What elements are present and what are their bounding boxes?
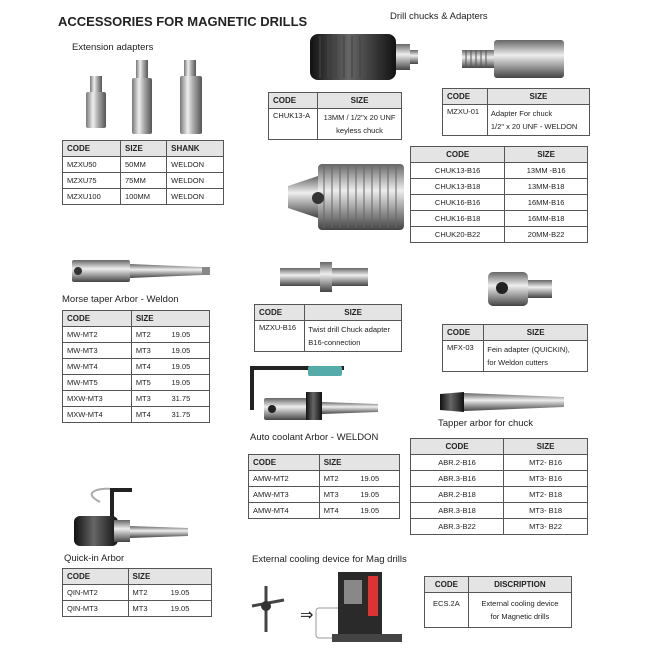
cell-shank: WELDON (167, 189, 224, 205)
quick-in-table (62, 568, 212, 617)
cell-diameter: 19.05 (167, 601, 212, 617)
description-line-2: for Magnetic drills (490, 612, 550, 621)
cell-size: 13MM -B16 (505, 163, 588, 179)
cell-size: 16MM-B18 (505, 211, 588, 227)
cell-code: MZXU-01 (443, 105, 488, 136)
chuck-adapter-image (462, 36, 568, 82)
auto-coolant-table (248, 454, 400, 519)
table-row (63, 189, 224, 205)
table-row (411, 455, 588, 471)
cell-diameter: 19.05 (356, 503, 399, 519)
section-auto-coolant: Auto coolant Arbor - WELDON (250, 432, 379, 443)
col-code: CODE (411, 147, 505, 163)
external-cooling-table (424, 576, 572, 628)
keyless-chuck-image (310, 26, 420, 88)
table-row (411, 179, 588, 195)
cell-code: MZXU50 (63, 157, 121, 173)
cell-code: CHUK16-B18 (411, 211, 505, 227)
col-size: SIZE (504, 439, 588, 455)
cell-shank: WELDON (167, 173, 224, 189)
cell-code: MZXU100 (63, 189, 121, 205)
size-line-1: Fein adapter (QUICKIN), (487, 345, 570, 354)
col-code: CODE (443, 325, 484, 341)
cell-size: MT4 (131, 407, 167, 423)
cell-code: MXW-MT4 (63, 407, 132, 423)
cell-code: ABR.2-B16 (411, 455, 504, 471)
col-size: SIZE (505, 147, 588, 163)
cell-code: MZXU-B16 (255, 321, 305, 352)
page-title: ACCESSORIES FOR MAGNETIC DRILLS (58, 14, 308, 29)
cell-code: ECS.2A (425, 593, 469, 628)
cell-code: MZXU75 (63, 173, 121, 189)
external-cooling-image (246, 572, 408, 644)
morse-taper-table (62, 310, 210, 423)
cell-code: AMW-MT3 (249, 487, 320, 503)
b16-adapter-table (254, 304, 402, 352)
col-size: SIZE (484, 325, 588, 341)
cell-size: MT2 (319, 471, 356, 487)
tapper-arbor-table (410, 438, 588, 535)
section-drill-chucks: Drill chucks & Adapters (390, 11, 488, 22)
table-row (63, 157, 224, 173)
table-row (249, 471, 400, 487)
col-size: SIZE (305, 305, 402, 321)
table-row (249, 487, 400, 503)
cell-code: ABR.2-B18 (411, 487, 504, 503)
svg-text:⇒: ⇒ (300, 605, 314, 624)
table-row (411, 163, 588, 179)
col-code: CODE (443, 89, 488, 105)
section-extension-adapters: Extension adapters (72, 42, 154, 53)
cell-size: MT3 (319, 487, 356, 503)
chuck-adapter-table (442, 88, 590, 136)
cell-size: MT4 (319, 503, 356, 519)
size-line-1: Twist drill Chuck adapter (308, 325, 390, 334)
cell-size (305, 321, 402, 352)
size-line-1: 13MM / 1/2"x 20 UNF (323, 113, 396, 122)
keyless-chuck-table (268, 92, 402, 140)
cell-size: MT2 (131, 327, 167, 343)
col-size: SIZE (319, 455, 399, 471)
section-tapper-arbor: Tapper arbor for chuck (438, 418, 534, 429)
cell-code: CHUK13-A (269, 109, 318, 140)
cell-size: MT3- B16 (504, 471, 588, 487)
cell-diameter: 19.05 (167, 375, 209, 391)
keyed-chuck-image (288, 160, 408, 236)
cell-code: CHUK13-B18 (411, 179, 505, 195)
cell-code: MFX-03 (443, 341, 484, 372)
auto-coolant-arbor-image (248, 362, 388, 428)
table-row (269, 109, 402, 140)
section-morse-taper: Morse taper Arbor - Weldon (62, 294, 179, 305)
extension-adapters-table (62, 140, 224, 205)
morse-taper-arbor-image (72, 258, 212, 284)
cell-code: AMW-MT4 (249, 503, 320, 519)
cell-size: 75MM (121, 173, 167, 189)
cell-size: 100MM (121, 189, 167, 205)
cell-size: 20MM-B22 (505, 227, 588, 243)
cell-code: ABR.3-B18 (411, 503, 504, 519)
tapper-arbor-image (440, 390, 566, 414)
col-code: CODE (63, 141, 121, 157)
fein-adapter-table (442, 324, 588, 372)
cell-description (468, 593, 571, 628)
cell-code: CHUK20-B22 (411, 227, 505, 243)
cell-size: 16MM-B16 (505, 195, 588, 211)
cell-code: MW-MT4 (63, 359, 132, 375)
cell-size: MT2- B18 (504, 487, 588, 503)
section-quick-in: Quick-in Arbor (64, 553, 125, 564)
keyed-chuck-table (410, 146, 588, 243)
col-size: SIZE (318, 93, 402, 109)
size-line-2: for Weldon cutters (487, 358, 549, 367)
cell-size: MT3 (131, 343, 167, 359)
cell-size: 13MM-B18 (505, 179, 588, 195)
table-row (63, 585, 212, 601)
cell-diameter: 19.05 (167, 585, 212, 601)
cell-size: 50MM (121, 157, 167, 173)
table-row (411, 227, 588, 243)
col-description: DISCRIPTION (468, 577, 571, 593)
table-row (63, 359, 210, 375)
cell-size: MT3 (128, 601, 167, 617)
cell-code: MW-MT5 (63, 375, 132, 391)
col-code: CODE (425, 577, 469, 593)
cell-code: MW-MT2 (63, 327, 132, 343)
cell-size: MT3- B18 (504, 503, 588, 519)
col-size: SIZE (487, 89, 589, 105)
cell-code: CHUK16-B16 (411, 195, 505, 211)
table-row (411, 195, 588, 211)
cell-size: MT3- B22 (504, 519, 588, 535)
table-row (63, 601, 212, 617)
col-code: CODE (249, 455, 320, 471)
cell-code: ABR.3-B22 (411, 519, 504, 535)
fein-adapter-image (488, 272, 554, 308)
col-size: SIZE (131, 311, 209, 327)
table-row (63, 173, 224, 189)
col-size: SIZE (128, 569, 212, 585)
cell-size (484, 341, 588, 372)
cell-diameter: 19.05 (167, 343, 209, 359)
cell-size: MT3 (131, 391, 167, 407)
table-row (411, 211, 588, 227)
table-row (63, 407, 210, 423)
size-line-2: B16-connection (308, 338, 361, 347)
cell-code: AMW-MT2 (249, 471, 320, 487)
cell-size: MT4 (131, 359, 167, 375)
cell-diameter: 19.05 (167, 327, 209, 343)
table-row (425, 593, 572, 628)
table-row (411, 487, 588, 503)
cell-code: MXW-MT3 (63, 391, 132, 407)
table-row (63, 343, 210, 359)
cell-size: MT2- B16 (504, 455, 588, 471)
table-row (443, 341, 588, 372)
size-line-2: keyless chuck (336, 126, 383, 135)
table-row (63, 327, 210, 343)
cell-code: ABR.3-B16 (411, 471, 504, 487)
cell-diameter: 19.05 (356, 471, 399, 487)
cell-code: QIN-MT3 (63, 601, 129, 617)
table-row (411, 519, 588, 535)
b16-adapter-image (280, 260, 372, 294)
table-row (443, 105, 590, 136)
table-row (63, 375, 210, 391)
cell-size (318, 109, 402, 140)
table-row (255, 321, 402, 352)
table-row (63, 391, 210, 407)
col-code: CODE (63, 569, 129, 585)
cell-diameter: 19.05 (167, 359, 209, 375)
cell-size: MT5 (131, 375, 167, 391)
cell-code: MW-MT3 (63, 343, 132, 359)
quick-in-arbor-image (70, 482, 196, 548)
size-line-2: 1/2" x 20 UNF - WELDON (490, 122, 578, 131)
table-row (411, 471, 588, 487)
col-size: SIZE (121, 141, 167, 157)
col-code: CODE (255, 305, 305, 321)
cell-code: QIN-MT2 (63, 585, 129, 601)
size-line-1: Adapter For chuck (490, 109, 553, 118)
cell-code: CHUK13-B16 (411, 163, 505, 179)
extension-adapters-image (80, 58, 220, 138)
table-row (411, 503, 588, 519)
col-code: CODE (63, 311, 132, 327)
col-code: CODE (269, 93, 318, 109)
description-line-1: External cooling device (481, 599, 559, 608)
cell-diameter: 19.05 (356, 487, 399, 503)
col-code: CODE (411, 439, 504, 455)
section-external-cooling: External cooling device for Mag drills (252, 554, 407, 565)
col-shank: SHANK (167, 141, 224, 157)
cell-diameter: 31.75 (167, 407, 209, 423)
cell-size: MT2 (128, 585, 167, 601)
cell-size (487, 105, 589, 136)
cell-diameter: 31.75 (167, 391, 209, 407)
cell-shank: WELDON (167, 157, 224, 173)
table-row (249, 503, 400, 519)
